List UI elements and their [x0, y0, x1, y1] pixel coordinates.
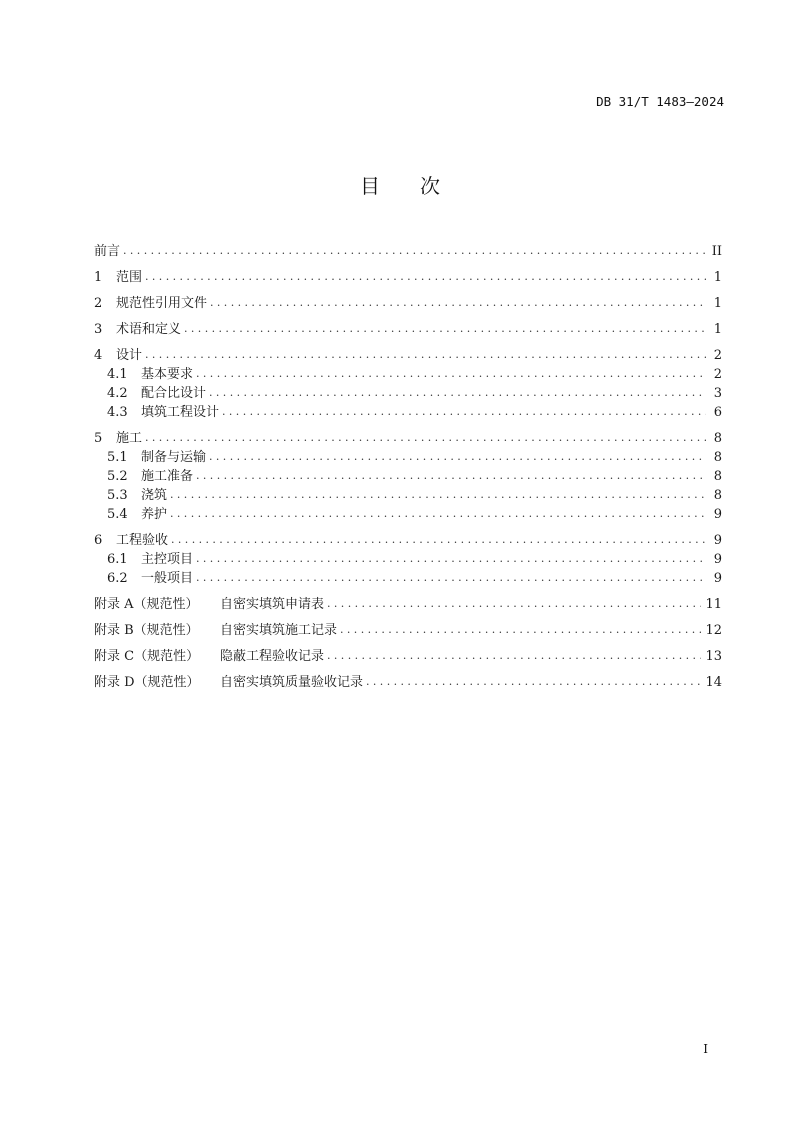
- toc-entry-number: 1: [94, 270, 103, 285]
- toc-appendix-b[interactable]: [94, 621, 722, 640]
- toc-entry-number: 3: [94, 322, 103, 337]
- toc-entry-page: 1: [713, 322, 722, 337]
- dot-leader: [170, 485, 706, 504]
- dot-leader: [171, 530, 706, 549]
- toc-entry-title: 基本要求: [141, 367, 194, 382]
- toc-entry-title: 范围: [116, 270, 143, 285]
- toc-entry-number: 5.4: [107, 507, 128, 522]
- appendix-page: 13: [705, 649, 722, 664]
- dot-leader: [340, 620, 701, 639]
- appendix-page: 11: [705, 597, 722, 612]
- dot-leader: [145, 345, 706, 364]
- toc-entry-number: 2: [94, 296, 103, 311]
- toc-entry-title: 养护: [141, 507, 168, 522]
- dot-leader: [196, 364, 706, 383]
- dot-leader: [209, 383, 706, 402]
- dot-leader: [210, 293, 706, 312]
- toc-entry-title: 浇筑: [141, 488, 168, 503]
- toc-entry-4[interactable]: [94, 346, 722, 365]
- toc-entry-page: 9: [713, 507, 722, 522]
- toc-entry-5-3[interactable]: [94, 486, 722, 505]
- toc-entry-number: 5.3: [107, 488, 128, 503]
- toc-entry-5-2[interactable]: [94, 467, 722, 486]
- toc-entry-title: 术语和定义: [116, 322, 182, 337]
- dot-leader: [327, 646, 701, 665]
- toc-entry-title: 一般项目: [141, 571, 194, 586]
- toc-appendix-c[interactable]: [94, 647, 722, 666]
- toc-entry-6-1[interactable]: [94, 550, 722, 569]
- appendix-page: 14: [705, 675, 722, 690]
- toc-entry-4-2[interactable]: [94, 384, 722, 403]
- table-of-contents: [94, 242, 722, 692]
- appendix-label: 附录 D（规范性）: [94, 675, 200, 690]
- appendix-label: 附录 C（规范性）: [94, 649, 200, 664]
- toc-entry-page: 9: [713, 552, 722, 567]
- toc-entry-page: 1: [713, 296, 722, 311]
- appendix-title: 自密实填筑申请表: [220, 597, 325, 612]
- page-number: I: [703, 1042, 708, 1056]
- toc-entry-title: 工程验收: [116, 533, 169, 548]
- dot-leader: [123, 241, 706, 260]
- toc-entry-title: 施工准备: [141, 469, 194, 484]
- dot-leader: [222, 402, 706, 421]
- dot-leader: [145, 267, 706, 286]
- toc-entry-title: 施工: [116, 431, 143, 446]
- dot-leader: [196, 568, 706, 587]
- toc-entry-page: II: [711, 244, 722, 259]
- toc-entry-page: 2: [713, 367, 722, 382]
- toc-entry-page: 1: [713, 270, 722, 285]
- toc-entry-1[interactable]: [94, 268, 722, 287]
- dot-leader: [366, 672, 701, 691]
- toc-entry-page: 8: [713, 488, 722, 503]
- dot-leader: [196, 549, 706, 568]
- toc-entry-title: 制备与运输: [141, 450, 207, 465]
- toc-entry-4-1[interactable]: [94, 365, 722, 384]
- page-title: [0, 170, 800, 199]
- toc-entry-6-2[interactable]: [94, 569, 722, 588]
- toc-entry-number: 6.2: [107, 571, 128, 586]
- toc-entry-2[interactable]: [94, 294, 722, 313]
- appendix-label: 附录 A（规范性）: [94, 597, 199, 612]
- dot-leader: [184, 319, 706, 338]
- dot-leader: [327, 594, 701, 613]
- toc-entry-5-4[interactable]: [94, 505, 722, 524]
- toc-entry-5[interactable]: [94, 429, 722, 448]
- toc-entry-number: 5.1: [107, 450, 128, 465]
- title-char-2: 次: [420, 174, 440, 198]
- toc-appendix-a[interactable]: [94, 595, 722, 614]
- toc-entry-title: 配合比设计: [141, 386, 207, 401]
- appendix-title: 自密实填筑质量验收记录: [220, 675, 364, 690]
- toc-entry-number: 5.2: [107, 469, 128, 484]
- toc-entry-foreword[interactable]: [94, 242, 722, 261]
- toc-entry-page: 6: [713, 405, 722, 420]
- toc-entry-page: 8: [713, 431, 722, 446]
- toc-entry-page: 9: [713, 571, 722, 586]
- dot-leader: [170, 504, 706, 523]
- toc-entry-title: 前言: [94, 244, 121, 259]
- toc-entry-number: 4.2: [107, 386, 128, 401]
- toc-entry-page: 8: [713, 469, 722, 484]
- appendix-label: 附录 B（规范性）: [94, 623, 199, 638]
- toc-entry-number: 5: [94, 431, 103, 446]
- dot-leader: [196, 466, 706, 485]
- toc-entry-title: 主控项目: [141, 552, 194, 567]
- toc-entry-number: 4: [94, 348, 103, 363]
- toc-entry-5-1[interactable]: [94, 448, 722, 467]
- toc-entry-6[interactable]: [94, 531, 722, 550]
- dot-leader: [145, 428, 706, 447]
- toc-entry-title: 填筑工程设计: [141, 405, 220, 420]
- appendix-title: 隐蔽工程验收记录: [220, 649, 325, 664]
- toc-entry-page: 8: [713, 450, 722, 465]
- toc-entry-title: 设计: [116, 348, 143, 363]
- toc-entry-page: 3: [713, 386, 722, 401]
- toc-entry-3[interactable]: [94, 320, 722, 339]
- standard-number: DB 31/T 1483—2024: [596, 94, 724, 109]
- toc-entry-number: 4.3: [107, 405, 128, 420]
- toc-entry-page: 9: [713, 533, 722, 548]
- toc-entry-number: 6: [94, 533, 103, 548]
- dot-leader: [209, 447, 706, 466]
- toc-entry-number: 6.1: [107, 552, 128, 567]
- title-char-1: 目: [360, 174, 380, 198]
- toc-entry-page: 2: [713, 348, 722, 363]
- toc-entry-4-3[interactable]: [94, 403, 722, 422]
- appendix-title: 自密实填筑施工记录: [220, 623, 338, 638]
- toc-appendix-d[interactable]: [94, 673, 722, 692]
- appendix-page: 12: [705, 623, 722, 638]
- toc-entry-title: 规范性引用文件: [116, 296, 208, 311]
- toc-entry-number: 4.1: [107, 367, 128, 382]
